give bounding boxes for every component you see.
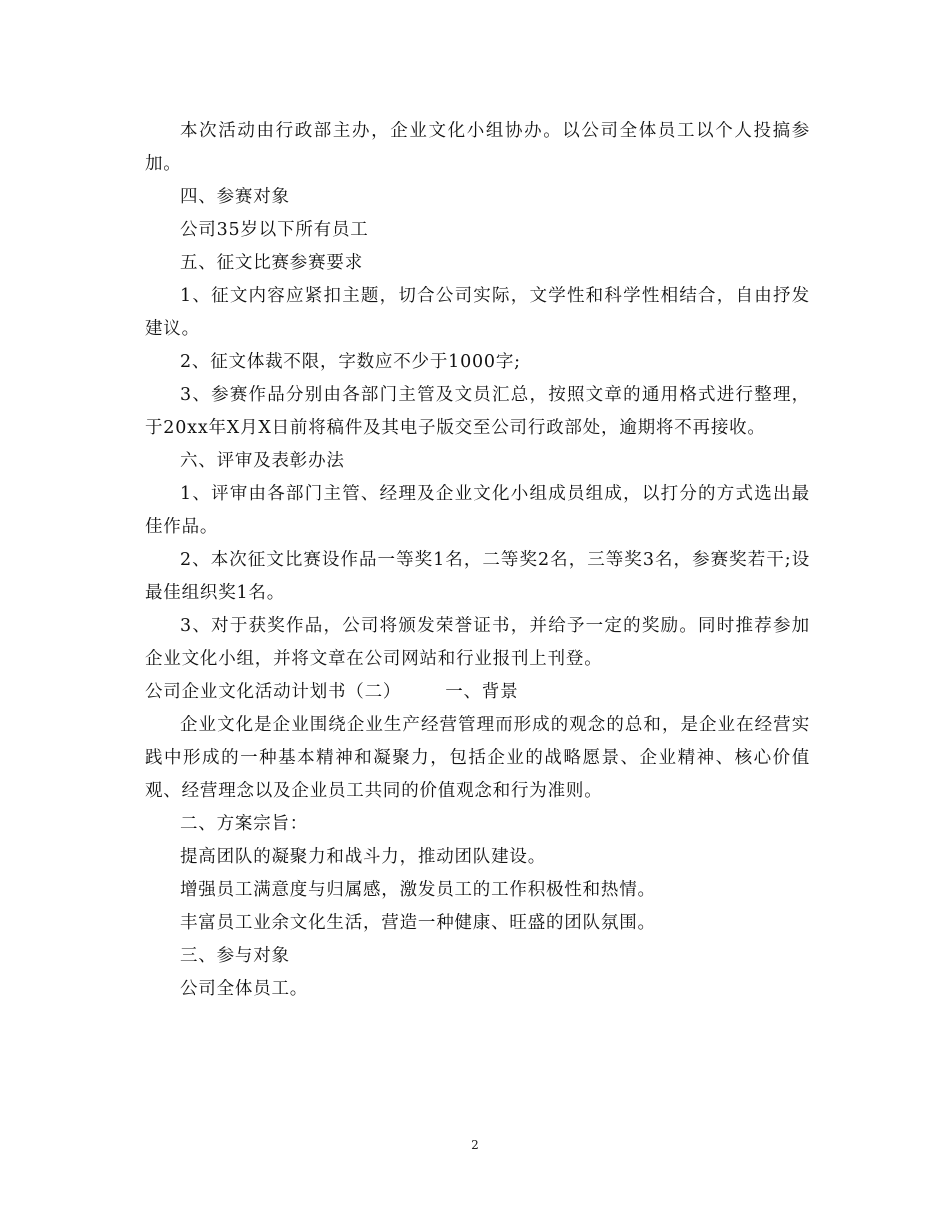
paragraph: 增强员工满意度与归属感，激发员工的工作积极性和热情。: [180, 880, 656, 900]
paragraph: 公司35岁以下所有员工: [180, 220, 369, 240]
paragraph: 提高团队的凝聚力和战斗力，推动团队建设。: [180, 847, 546, 867]
page-number: 2: [471, 1138, 479, 1152]
section-title: 公司企业文化活动计划书（二）: [145, 682, 402, 702]
paragraph: 丰富员工业余文化生活，营造一种健康、旺盛的团队氛围。: [180, 913, 656, 933]
section-heading: 一、背景: [445, 682, 519, 702]
section-title-line: [145, 676, 810, 709]
paragraph: 2、本次征文比赛设作品一等奖1名，二等奖2名，三等奖3名，参赛奖若干;设最佳组织奖1名。: [145, 550, 810, 603]
document-body: [145, 115, 810, 1006]
paragraph: 企业文化是企业围绕企业生产经营管理而形成的观念的总和，是企业在经营实践中形成的一种基本精神和凝聚力，包括企业的战略愿景、企业精神、核心价值观、经营理念以及企业员工共同的价值观念和行为准则。: [145, 715, 810, 801]
paragraph: 3、对于获奖作品，公司将颁发荣誉证书，并给予一定的奖励。同时推荐参加企业文化小组，并将文章在公司网站和行业报刊上刊登。: [145, 616, 810, 669]
paragraph: 本次活动由行政部主办，企业文化小组协办。以公司全体员工以个人投搞参加。: [145, 121, 810, 174]
paragraph: 2、征文体裁不限，字数应不少于1000字;: [180, 352, 521, 372]
section-heading: 二、方案宗旨：: [180, 814, 309, 834]
paragraph: 1、征文内容应紧扣主题，切合公司实际，文学性和科学性相结合，自由抒发建议。: [145, 286, 810, 339]
section-heading: 四、参赛对象: [180, 187, 290, 207]
section-heading: 五、征文比赛参赛要求: [180, 253, 363, 273]
section-heading: 六、评审及表彰办法: [180, 451, 345, 471]
paragraph: 3、参赛作品分别由各部门主管及文员汇总，按照文章的通用格式进行整理，于20xx年X月X日前将稿件及其电子版交至公司行政部处，逾期将不再接收。: [145, 385, 810, 438]
section-heading: 三、参与对象: [180, 946, 290, 966]
paragraph: 1、评审由各部门主管、经理及企业文化小组成员组成，以打分的方式选出最佳作品。: [145, 484, 810, 537]
paragraph: 公司全体员工。: [180, 979, 309, 999]
